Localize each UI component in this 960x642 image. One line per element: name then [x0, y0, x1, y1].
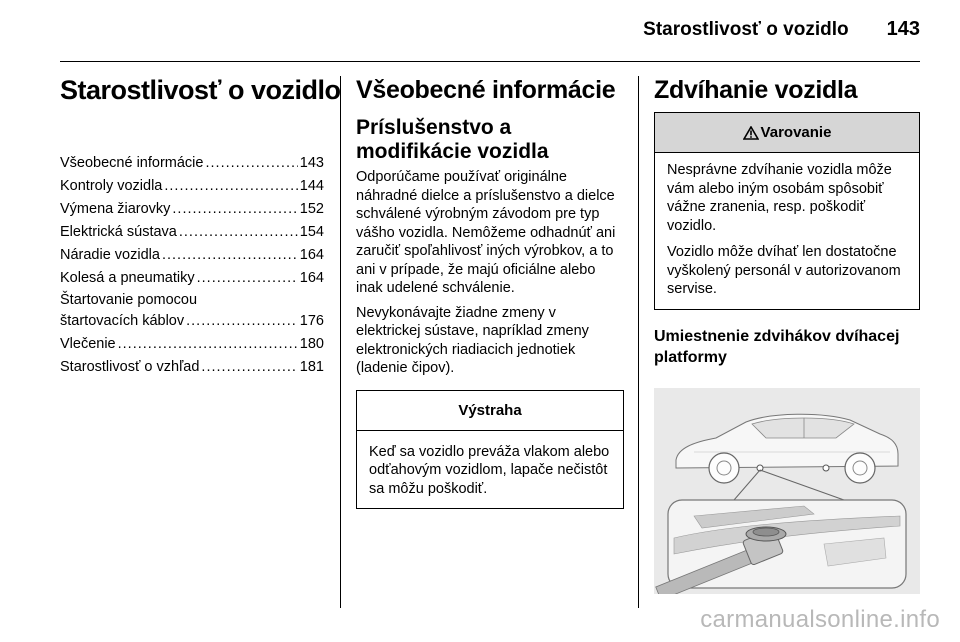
toc-leader: [179, 221, 298, 244]
toc-entry-page: 143: [299, 155, 324, 171]
toc-entry[interactable]: [60, 198, 324, 221]
warning-box-header: [655, 113, 919, 153]
toc-entry-label: štartovacích káblov: [60, 313, 185, 329]
body-paragraph: Nevykonávajte žiadne zmeny v elektrickej sústave, napríklad zmeny elektronických riadiacich jednotiek (ladenie čipov).: [356, 304, 589, 376]
toc-entry-label: Starostlivosť o vzhľad: [60, 359, 200, 375]
toc-leader: [197, 267, 298, 290]
chapter-title: Starostlivosť o vozidlo: [60, 75, 341, 105]
toc-entry[interactable]: [60, 221, 324, 244]
caution-box: [356, 390, 624, 510]
lifting-column: [654, 72, 920, 594]
toc-entry-page: 154: [299, 224, 324, 240]
warning-text: Nesprávne zdvíhanie vozidla môže vám alebo iným osobám spôsobiť vážne zranenia, resp. poškodiť vozidlo.: [667, 162, 892, 234]
toc-entry-label: Všeobecné informácie: [60, 155, 204, 171]
toc-entry-label-line1: Štartovanie pomocou: [60, 292, 198, 308]
warning-triangle-icon: [743, 126, 759, 140]
warning-box-body: [655, 153, 919, 309]
toc-entry-label: Výmena žiarovky: [60, 201, 171, 217]
toc-entry[interactable]: [60, 244, 324, 267]
toc-entry-page: 144: [299, 178, 324, 194]
toc-entry-label: Kolesá a pneumatiky: [60, 270, 195, 286]
toc-entry-page: 164: [299, 270, 324, 286]
toc-entry-page: 176: [299, 313, 324, 329]
warning-box-title: Varovanie: [760, 124, 832, 141]
toc-entry-page: 181: [299, 359, 324, 375]
toc-leader: [164, 175, 297, 198]
chapter-toc-column: [60, 72, 341, 379]
subsection-title: Príslušenstvo a modifikácie vozidla: [356, 116, 549, 163]
header-rule: [60, 61, 920, 62]
running-head: [643, 18, 920, 41]
toc-entry-label: Kontroly vozidla: [60, 178, 163, 194]
toc-leader: [205, 152, 297, 175]
toc-entry[interactable]: [60, 152, 324, 175]
section-title: Zdvíhanie vozidla: [654, 76, 858, 104]
toc-leader: [201, 356, 297, 379]
toc-leader: [118, 333, 298, 356]
toc-entry-label: Vlečenie: [60, 336, 116, 352]
toc-entry[interactable]: [60, 333, 324, 356]
toc-entry[interactable]: [60, 356, 324, 379]
toc-entry[interactable]: [60, 175, 324, 198]
toc-leader: [162, 244, 298, 267]
toc-leader: [172, 198, 297, 221]
toc-entry[interactable]: [60, 267, 324, 290]
subsection-title: Umiestnenie zdvihákov dvíhacej platformy: [654, 327, 900, 366]
toc-entry-page: 152: [299, 201, 324, 217]
running-head-section: Starostlivosť o vozidlo: [643, 19, 849, 40]
warning-text: Vozidlo môže dvíhať len dostatočne vyškolený personál v autorizovanom servise.: [667, 244, 901, 297]
chapter-toc: [60, 152, 324, 379]
watermark: carmanualsonline.info: [700, 606, 940, 633]
toc-entry-label: Náradie vozidla: [60, 247, 160, 263]
column-divider: [638, 76, 639, 608]
toc-entry-page: 180: [299, 336, 324, 352]
toc-entry-label: Elektrická sústava: [60, 224, 177, 240]
caution-box-title: Výstraha: [357, 391, 623, 431]
body-paragraph: Odporúčame používať originálne náhradné dielce a príslušenstvo a dielce schválené výrobným závodom pre typ vášho vozidla. Nemôžeme odhadnúť ani zaručiť spoľahlivosť iných výrobkov, a to ani v prípade, že majú oficiálne alebo inak udelené schválenie.: [356, 169, 616, 296]
caution-box-text: Keď sa vozidlo preváža vlakom alebo odťahovým vozidlom, lapače nečistôt sa môžu poškodiť.: [369, 443, 610, 497]
toc-entry-page: 164: [299, 247, 324, 263]
toc-leader: [186, 310, 298, 333]
column-divider: [340, 76, 341, 608]
section-title: Všeobecné informácie: [356, 76, 616, 104]
page-number: 143: [886, 18, 920, 40]
car-lift-point-illustration: [654, 388, 920, 594]
warning-box: [654, 112, 920, 310]
toc-entry-multiline[interactable]: [60, 290, 324, 333]
general-info-column: [356, 72, 624, 509]
